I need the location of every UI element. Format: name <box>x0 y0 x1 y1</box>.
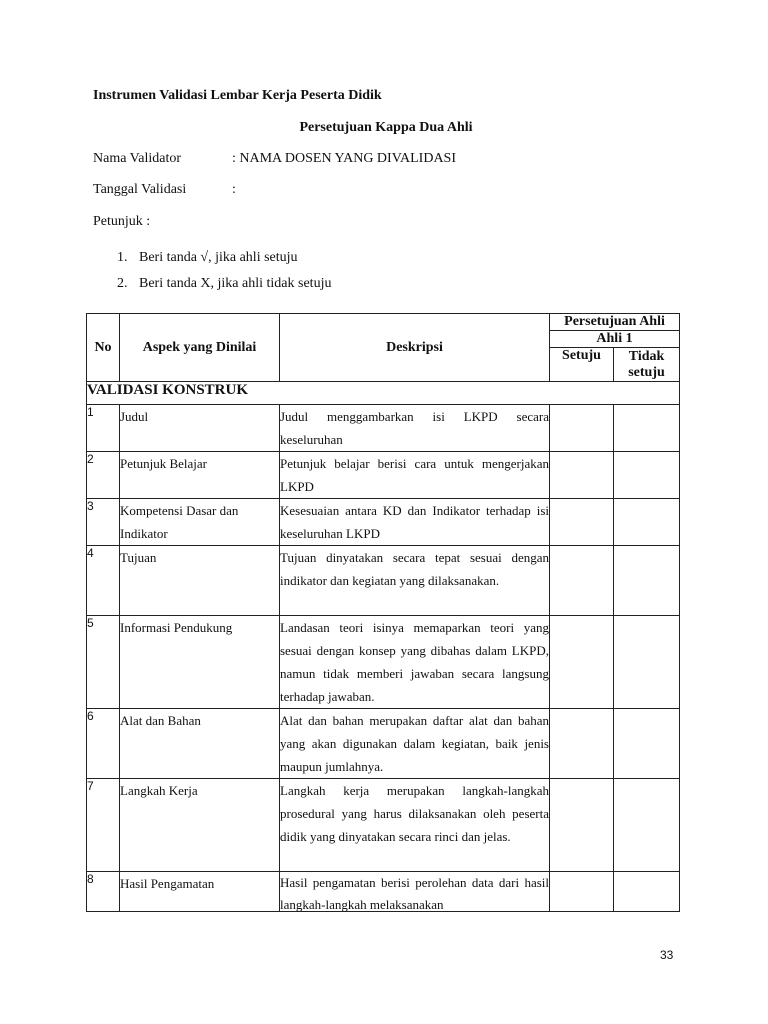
tidak-setuju-cell[interactable] <box>614 616 680 709</box>
row-number: 7 <box>87 779 120 872</box>
setuju-cell[interactable] <box>550 616 614 709</box>
instruction-number: 2. <box>117 276 128 291</box>
section-title: VALIDASI KONSTRUK <box>87 382 680 405</box>
row-aspek: Hasil Pengamatan <box>120 872 280 912</box>
row-deskripsi: Petunjuk belajar berisi cara untuk mengerjakan LKPD <box>280 452 550 499</box>
row-deskripsi: Kesesuaian antara KD dan Indikator terhadap isi keseluruhan LKPD <box>280 499 550 546</box>
document-title: Instrumen Validasi Lembar Kerja Peserta Didik <box>93 88 382 103</box>
row-number: 6 <box>87 709 120 779</box>
instruction-item <box>117 250 298 266</box>
row-deskripsi: Tujuan dinyatakan secara tepat sesuai dengan indikator dan kegiatan yang dilaksanakan. <box>280 546 550 616</box>
validator-label: Nama Validator <box>93 151 181 166</box>
row-deskripsi: Alat dan bahan merupakan daftar alat dan bahan yang akan digunakan dalam kegiatan, baik jenis maupun jumlahnya. <box>280 709 550 779</box>
tidak-setuju-cell[interactable] <box>614 452 680 499</box>
setuju-cell[interactable] <box>550 872 614 912</box>
row-deskripsi: Judul menggambarkan isi LKPD secara keseluruhan <box>280 405 550 452</box>
table-row <box>87 499 680 546</box>
row-aspek: Informasi Pendukung <box>120 616 280 709</box>
page-number: 33 <box>660 948 674 962</box>
row-number: 2 <box>87 452 120 499</box>
header-persetujuan: Persetujuan Ahli <box>550 314 680 331</box>
header-setuju: Setuju <box>550 348 614 382</box>
table-row <box>87 616 680 709</box>
row-deskripsi: Landasan teori isinya memaparkan teori yang sesuai dengan konsep yang dibahas dalam LKPD, namun tidak memberi jawaban secara langsung terhadap jawaban. <box>280 616 550 709</box>
instruction-item <box>117 276 331 292</box>
setuju-cell[interactable] <box>550 452 614 499</box>
row-aspek: Alat dan Bahan <box>120 709 280 779</box>
header-aspek: Aspek yang Dinilai <box>120 314 280 382</box>
setuju-cell[interactable] <box>550 405 614 452</box>
table-row <box>87 872 680 912</box>
tidak-setuju-cell[interactable] <box>614 499 680 546</box>
date-value: : <box>232 182 236 197</box>
row-number: 8 <box>87 872 120 912</box>
table-row <box>87 779 680 872</box>
row-aspek: Judul <box>120 405 280 452</box>
setuju-cell[interactable] <box>550 499 614 546</box>
tidak-setuju-cell[interactable] <box>614 779 680 872</box>
setuju-cell[interactable] <box>550 709 614 779</box>
row-aspek: Tujuan <box>120 546 280 616</box>
section-row <box>87 382 680 405</box>
row-number: 4 <box>87 546 120 616</box>
validator-value: : NAMA DOSEN YANG DIVALIDASI <box>232 151 457 166</box>
row-aspek: Langkah Kerja <box>120 779 280 872</box>
row-number: 5 <box>87 616 120 709</box>
row-deskripsi-text: Hasil pengamatan berisi perolehan data dari hasil langkah-langkah melaksanakan <box>280 875 549 911</box>
row-aspek: Petunjuk Belajar <box>120 452 280 499</box>
setuju-cell[interactable] <box>550 546 614 616</box>
header-tidak-setuju: Tidak setuju <box>614 348 680 382</box>
row-deskripsi: Langkah kerja merupakan langkah-langkah prosedural yang harus dilaksanakan oleh peserta didik yang dinyatakan secara rinci dan jelas. <box>280 779 550 872</box>
tidak-setuju-cell[interactable] <box>614 709 680 779</box>
date-label: Tanggal Validasi <box>93 182 187 197</box>
header-no: No <box>87 314 120 382</box>
instruction-number: 1. <box>117 250 128 265</box>
row-aspek: Kompetensi Dasar dan Indikator <box>120 499 280 546</box>
document-subtitle: Persetujuan Kappa Dua Ahli <box>299 120 473 135</box>
table-row <box>87 709 680 779</box>
tidak-setuju-cell[interactable] <box>614 872 680 912</box>
setuju-cell[interactable] <box>550 779 614 872</box>
validation-table <box>86 313 680 912</box>
table-row <box>87 546 680 616</box>
table-row <box>87 452 680 499</box>
header-deskripsi: Deskripsi <box>280 314 550 382</box>
row-number: 3 <box>87 499 120 546</box>
row-number: 1 <box>87 405 120 452</box>
instruction-text: Beri tanda X, jika ahli tidak setuju <box>139 276 332 291</box>
table-row <box>87 405 680 452</box>
tidak-setuju-cell[interactable] <box>614 405 680 452</box>
tidak-setuju-cell[interactable] <box>614 546 680 616</box>
instruction-text: Beri tanda √, jika ahli setuju <box>139 250 298 265</box>
row-deskripsi <box>280 872 550 912</box>
instructions-label: Petunjuk : <box>93 214 151 229</box>
header-ahli: Ahli 1 <box>550 331 680 348</box>
